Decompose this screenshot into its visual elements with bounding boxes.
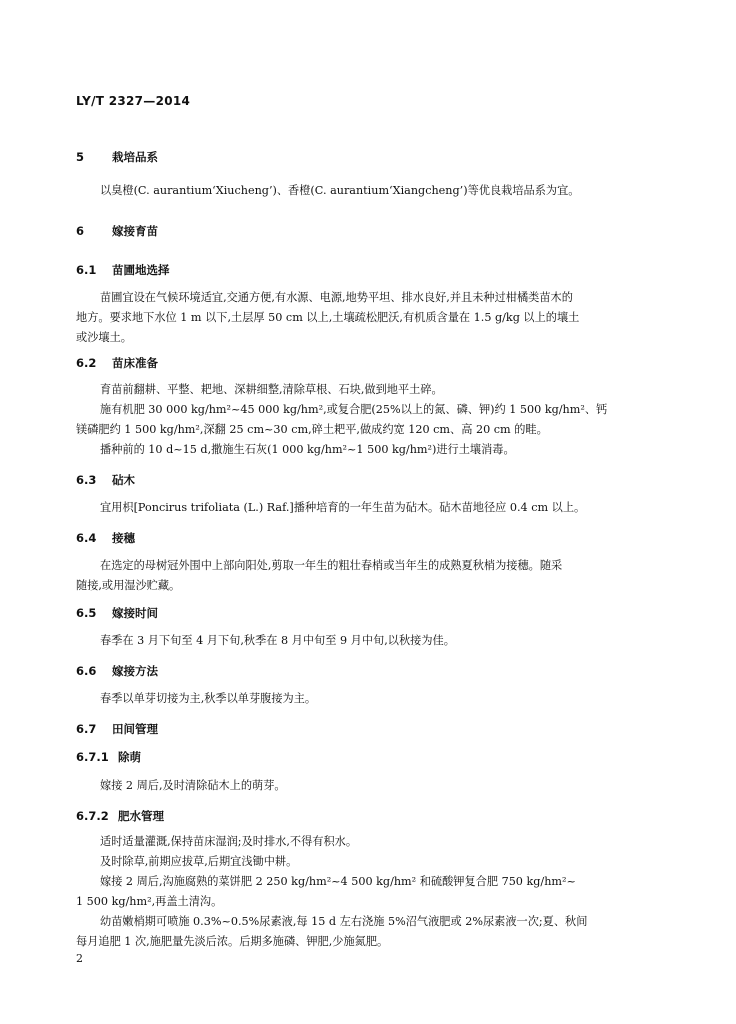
section-6-4-heading	[76, 530, 135, 546]
section-6-3-paragraph: 宜用枳[Poncirus trifoliata (L.) Raf.]播种培育的一年生苗为砧木。砧木苗地径应 0.4 cm 以上。	[100, 501, 586, 514]
section-6-heading	[76, 223, 158, 239]
text-line: 每月追肥 1 次,施肥量先淡后浓。后期多施磷、钾肥,少施氮肥。	[76, 935, 389, 948]
section-6-6-heading	[76, 663, 158, 679]
section-6-2-paragraph	[76, 380, 660, 460]
text-line: 随接,或用湿沙贮藏。	[76, 579, 181, 592]
text-line: 在选定的母树冠外围中上部向阳处,剪取一年生的粗壮春梢或当年生的成熟夏秋梢为接穗。随采	[100, 559, 563, 572]
section-5-heading	[76, 149, 158, 165]
section-number: 6	[76, 224, 85, 238]
section-title: 田间管理	[112, 722, 158, 736]
text-line: 地方。要求地下水位 1 m 以下,土层厚 50 cm 以上,土壤疏松肥沃,有机质含量在 1.5 g/kg 以上的壤土	[76, 311, 580, 324]
section-title: 除萌	[118, 750, 141, 764]
section-title: 苗床准备	[112, 356, 158, 370]
text-line: 及时除草,前期应拔草,后期宜浅锄中耕。	[100, 855, 298, 868]
section-number: 6.2	[76, 356, 97, 370]
section-number: 6.7.2	[76, 809, 109, 823]
section-6-1-paragraph	[76, 288, 660, 348]
standard-code: LY/T 2327—2014	[76, 94, 191, 108]
section-6-5-paragraph: 春季在 3 月下旬至 4 月下旬,秋季在 8 月中旬至 9 月中旬,以秋接为佳。	[100, 634, 455, 647]
section-number: 6.3	[76, 473, 97, 487]
section-title: 嫁接时间	[112, 606, 158, 620]
section-title: 嫁接育苗	[112, 224, 158, 238]
section-6-7-1-paragraph: 嫁接 2 周后,及时清除砧木上的萌芽。	[100, 779, 286, 792]
section-6-7-heading	[76, 721, 158, 737]
section-6-7-2-heading	[76, 808, 164, 824]
text-line: 适时适量灌溉,保持苗床湿润;及时排水,不得有积水。	[100, 835, 358, 848]
text-line: 播种前的 10 d~15 d,撒施生石灰(1 000 kg/hm²~1 500 kg/hm²)进行土壤消毒。	[100, 443, 515, 456]
section-title: 嫁接方法	[112, 664, 158, 678]
section-6-1-heading	[76, 262, 170, 278]
section-title: 苗圃地选择	[112, 263, 170, 277]
text-line: 镁磷肥约 1 500 kg/hm²,深翻 25 cm~30 cm,碎土耙平,做成约宽 120 cm、高 20 cm 的畦。	[76, 423, 548, 436]
text-line: 1 500 kg/hm²,再盖土清沟。	[76, 895, 223, 908]
section-number: 6.4	[76, 531, 97, 545]
section-number: 6.5	[76, 606, 97, 620]
section-title: 栽培品系	[112, 150, 158, 164]
text-line: 嫁接 2 周后,沟施腐熟的菜饼肥 2 250 kg/hm²~4 500 kg/hm² 和硫酸钾复合肥 750 kg/hm²~	[100, 875, 576, 888]
section-6-2-heading	[76, 355, 158, 371]
section-number: 6.7.1	[76, 750, 109, 764]
section-number: 6.7	[76, 722, 97, 736]
section-6-4-paragraph	[76, 556, 660, 596]
section-title: 肥水管理	[118, 809, 164, 823]
text-line: 施有机肥 30 000 kg/hm²~45 000 kg/hm²,或复合肥(25%以上的氮、磷、钾)约 1 500 kg/hm²、钙	[100, 403, 608, 416]
section-5-paragraph: 以臭橙(C. aurantium‘Xiucheng’)、香橙(C. aurantium‘Xiangcheng’)等优良栽培品系为宜。	[100, 184, 580, 197]
section-title: 砧木	[112, 473, 135, 487]
section-number: 6.6	[76, 664, 97, 678]
section-6-7-1-heading	[76, 749, 141, 765]
section-title: 接穗	[112, 531, 135, 545]
section-6-3-heading	[76, 472, 135, 488]
text-line: 育苗前翻耕、平整、耙地、深耕细整,清除草根、石块,做到地平土碎。	[100, 383, 443, 396]
section-number: 6.1	[76, 263, 97, 277]
text-line: 或沙壤土。	[76, 331, 132, 344]
section-6-6-paragraph: 春季以单芽切接为主,秋季以单芽腹接为主。	[100, 692, 317, 705]
text-line: 苗圃宜设在气候环境适宜,交通方便,有水源、电源,地势平坦、排水良好,并且未种过柑橘类苗木的	[100, 291, 573, 304]
section-6-7-2-paragraph	[76, 832, 660, 952]
section-6-5-heading	[76, 605, 158, 621]
page-number: 2	[76, 952, 83, 965]
section-number: 5	[76, 150, 85, 164]
text-line: 幼苗嫩梢期可喷施 0.3%~0.5%尿素液,每 15 d 左右浇施 5%沼气液肥或 2%尿素液一次;夏、秋间	[100, 915, 588, 928]
